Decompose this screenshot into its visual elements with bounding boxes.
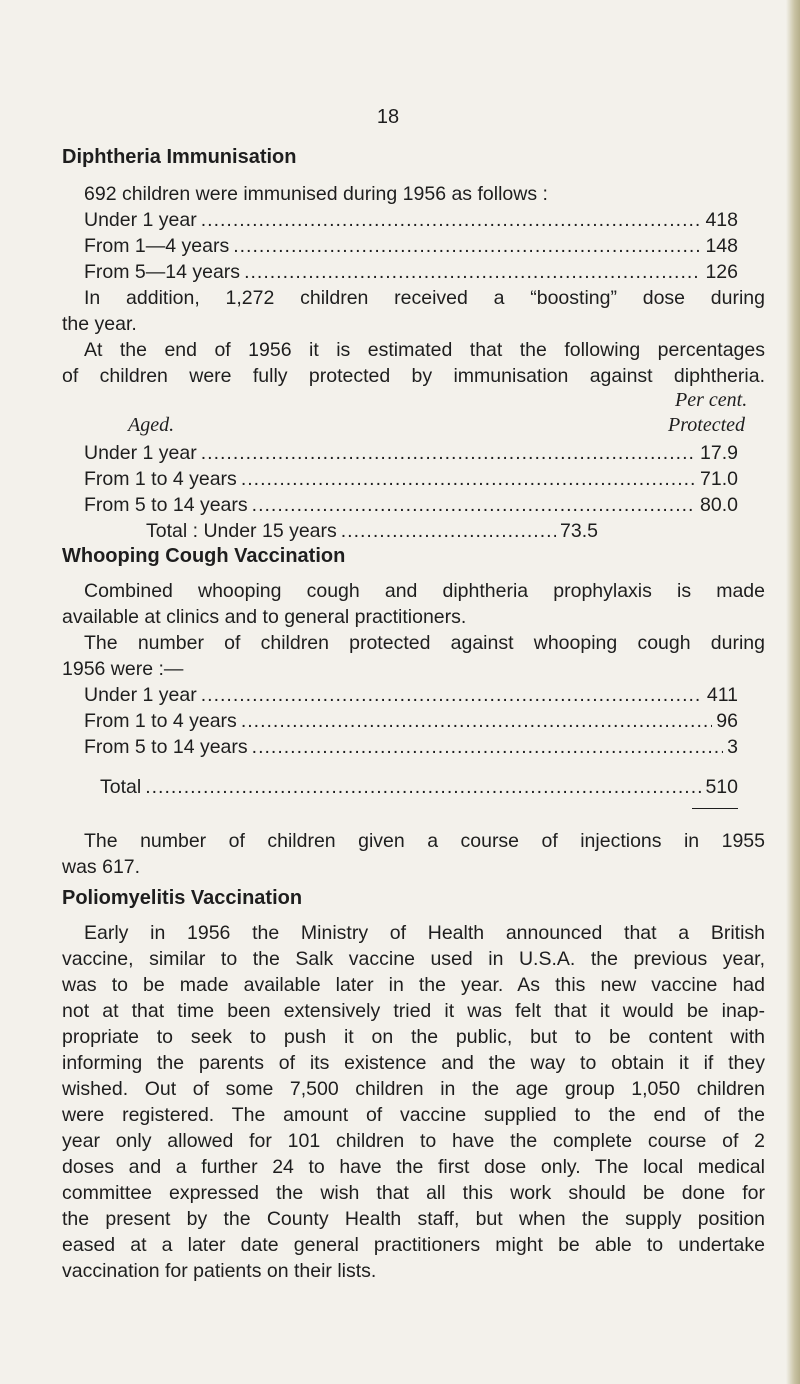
whooping-text-line: available at clinics and to general practitioners. — [62, 606, 467, 628]
diphtheria-heading: Diphtheria Immunisation — [62, 146, 297, 168]
whooping-text-line: 1956 were :— — [62, 658, 184, 680]
row-label: From 5 to 14 years — [84, 494, 248, 516]
polio-text-line: committee expressed the wish that all this work should be done for — [62, 1182, 765, 1204]
polio-text-line: doses and a further 24 to have the first dose only. The local medical — [62, 1156, 765, 1178]
leader-dots — [341, 518, 556, 544]
polio-text-line: informing the parents of its existence and the way to obtain it if they — [62, 1052, 765, 1074]
polio-heading: Poliomyelitis Vaccination — [62, 887, 303, 909]
column-header-protected: Protected — [668, 414, 746, 436]
immunised-row — [84, 207, 738, 233]
total-value: 510 — [705, 776, 738, 798]
immunised-row — [84, 233, 738, 259]
row-label: From 5—14 years — [84, 261, 241, 283]
polio-text-line: the present by the County Health staff, but when the supply position — [62, 1208, 765, 1230]
column-header-percent: Per cent. — [675, 389, 748, 411]
leader-dots — [145, 774, 701, 800]
polio-text-line: wished. Out of some 7,500 children in the age group 1,050 children — [62, 1078, 765, 1100]
protected-row — [84, 466, 738, 492]
whooping-row — [84, 708, 738, 734]
immunised-row — [84, 259, 738, 285]
row-label: From 1 to 4 years — [84, 468, 237, 490]
polio-text-line: eased at a later date general practitioners might be able to undertake — [62, 1234, 765, 1256]
row-label: Under 1 year — [84, 684, 197, 706]
row-value: 17.9 — [700, 442, 738, 464]
leader-dots — [244, 259, 701, 285]
row-value: 80.0 — [700, 494, 738, 516]
protected-total-row — [146, 518, 598, 544]
whooping-total-row — [100, 774, 738, 800]
leader-dots — [201, 682, 703, 708]
protected-row — [84, 492, 738, 518]
leader-dots — [233, 233, 701, 259]
leader-dots — [201, 440, 696, 466]
polio-text-line: were registered. The amount of vaccine supplied to the end of the — [62, 1104, 765, 1126]
estimate-text-line: At the end of 1956 it is estimated that the following percentages — [84, 339, 765, 361]
polio-text-line: not at that time been extensively tried it was felt that it would be inap- — [62, 1000, 765, 1022]
column-header-aged: Aged. — [128, 414, 175, 436]
course-text-line: was 617. — [62, 856, 141, 878]
row-value: 148 — [705, 235, 738, 257]
row-value: 96 — [716, 710, 738, 732]
page-edge — [786, 0, 800, 1384]
boosting-text-line: In addition, 1,272 children received a “boosting” dose during — [84, 287, 765, 309]
polio-text-line: was to be made available later in the year. As this new vaccine had — [62, 974, 765, 996]
row-label: From 5 to 14 years — [84, 736, 248, 758]
protected-row — [84, 440, 738, 466]
page-number: 18 — [376, 106, 400, 128]
row-value: 418 — [705, 209, 738, 231]
row-label: From 1 to 4 years — [84, 710, 237, 732]
polio-text-line: year only allowed for 101 children to have the complete course of 2 — [62, 1130, 765, 1152]
row-label: Under 1 year — [84, 442, 197, 464]
row-value: 3 — [727, 736, 738, 758]
estimate-text-line: of children were fully protected by immunisation against diphtheria. — [62, 365, 765, 387]
row-value: 126 — [705, 261, 738, 283]
total-value: 73.5 — [560, 520, 598, 542]
row-label: From 1—4 years — [84, 235, 230, 257]
leader-dots — [241, 708, 712, 734]
leader-dots — [252, 492, 696, 518]
row-value: 411 — [706, 684, 738, 706]
row-value: 71.0 — [700, 468, 738, 490]
whooping-row — [84, 682, 738, 708]
polio-text-line: propriate to seek to push it on the public, but to be content with — [62, 1026, 765, 1048]
course-text-line: The number of children given a course of injections in 1955 — [84, 830, 765, 852]
total-label: Total : Under 15 years — [146, 520, 337, 542]
polio-text-line: vaccine, similar to the Salk vaccine used in U.S.A. the previous year, — [62, 948, 765, 970]
total-label: Total — [100, 776, 142, 798]
row-label: Under 1 year — [84, 209, 197, 231]
total-underline — [692, 808, 738, 809]
whooping-text-line: The number of children protected against whooping cough during — [84, 632, 765, 654]
diphtheria-intro: 692 children were immunised during 1956 as follows : — [84, 183, 548, 205]
boosting-text-line: the year. — [62, 313, 137, 335]
polio-text-line: vaccination for patients on their lists. — [62, 1260, 377, 1282]
whooping-row — [84, 734, 738, 760]
leader-dots — [201, 207, 702, 233]
whooping-text-line: Combined whooping cough and diphtheria prophylaxis is made — [84, 580, 765, 602]
leader-dots — [252, 734, 723, 760]
whooping-heading: Whooping Cough Vaccination — [62, 545, 346, 567]
polio-text-line: Early in 1956 the Ministry of Health announced that a British — [84, 922, 765, 944]
leader-dots — [241, 466, 696, 492]
